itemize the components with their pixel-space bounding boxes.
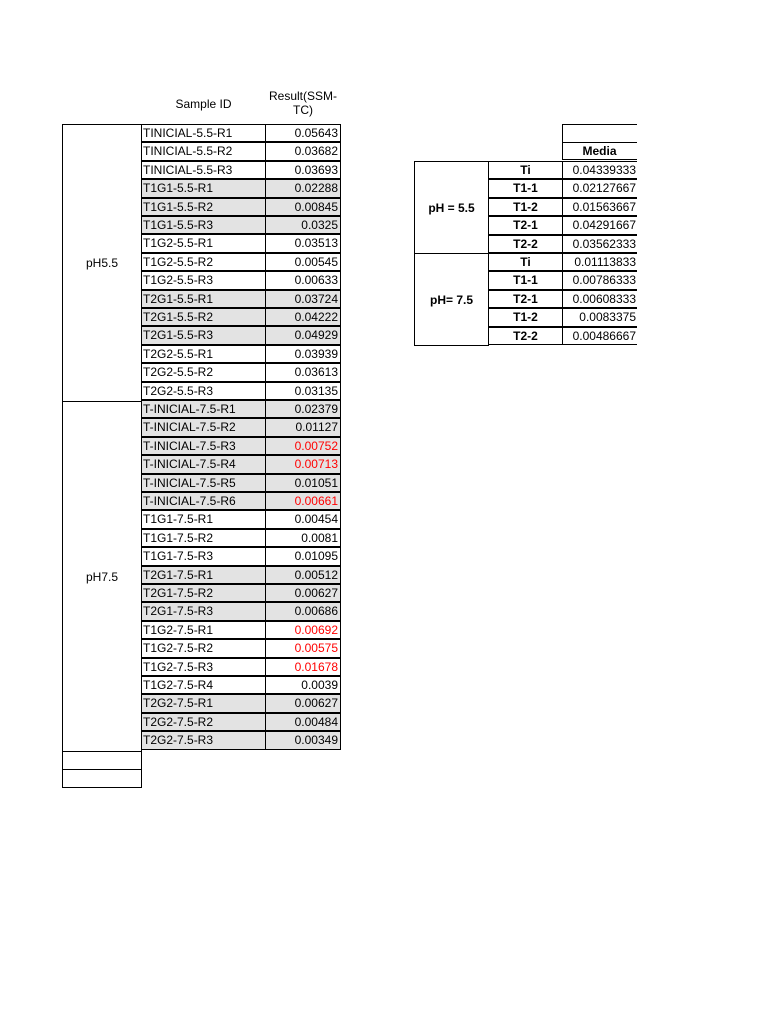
empty-cell <box>62 751 142 770</box>
result-value-cell: 0.00692 <box>265 621 341 639</box>
media-row-value: 0.0083375 <box>562 308 637 326</box>
media-row-label: T2-2 <box>488 327 563 345</box>
sample-id-cell: T2G1-7.5-R1 <box>141 566 266 584</box>
media-header: Media <box>562 142 637 160</box>
sample-id-cell: T2G1-5.5-R3 <box>141 326 266 344</box>
sample-id-cell: T1G2-7.5-R3 <box>141 658 266 676</box>
sample-id-cell: T2G1-5.5-R2 <box>141 308 266 326</box>
result-value-cell: 0.01095 <box>265 547 341 565</box>
sample-id-cell: T-INICIAL-7.5-R2 <box>141 418 266 436</box>
media-row-value: 0.00786333 <box>562 271 637 289</box>
media-row-label: T1-2 <box>488 198 563 216</box>
group-label: pH5.5 <box>85 256 119 270</box>
result-value-cell: 0.03135 <box>265 382 341 400</box>
result-value-cell: 0.02288 <box>265 179 341 197</box>
result-value-cell: 0.03613 <box>265 363 341 381</box>
media-row-value: 0.01563667 <box>562 198 637 216</box>
media-group-label: pH= 7.5 <box>429 292 474 307</box>
media-row-label: Ti <box>488 253 563 271</box>
media-row-label: T1-2 <box>488 308 563 326</box>
result-value-cell: 0.0325 <box>265 216 341 234</box>
result-value-cell: 0.0081 <box>265 529 341 547</box>
result-value-cell: 0.03513 <box>265 234 341 252</box>
result-value-cell: 0.00575 <box>265 639 341 657</box>
sample-id-cell: T1G2-5.5-R2 <box>141 253 266 271</box>
sample-id-cell: T-INICIAL-7.5-R1 <box>141 400 266 418</box>
sample-id-cell: T1G1-7.5-R2 <box>141 529 266 547</box>
result-value-cell: 0.00484 <box>265 713 341 731</box>
media-row-label: T2-2 <box>488 235 563 253</box>
result-value-cell: 0.00349 <box>265 731 341 749</box>
result-value-cell: 0.00845 <box>265 198 341 216</box>
media-row-value: 0.04339333 <box>562 161 637 179</box>
sample-id-cell: T2G1-5.5-R1 <box>141 290 266 308</box>
result-value-cell: 0.01678 <box>265 658 341 676</box>
sample-id-cell: T2G2-5.5-R3 <box>141 382 266 400</box>
result-value-cell: 0.00454 <box>265 510 341 528</box>
sample-id-cell: T1G2-5.5-R3 <box>141 271 266 289</box>
group-label: pH7.5 <box>85 569 119 584</box>
group-ph75 <box>62 401 142 752</box>
media-group-ph55 <box>414 161 489 254</box>
media-row-label: Ti <box>488 161 563 179</box>
media-row-value: 0.01113833 <box>562 253 637 271</box>
result-value-cell: 0.00752 <box>265 437 341 455</box>
media-row-value: 0.03562333 <box>562 235 637 253</box>
sample-id-cell: T1G2-7.5-R4 <box>141 676 266 694</box>
empty-cell <box>62 769 142 788</box>
sample-id-cell: T-INICIAL-7.5-R4 <box>141 455 266 473</box>
result-value-cell: 0.00633 <box>265 271 341 289</box>
sample-id-cell: T1G1-7.5-R3 <box>141 547 266 565</box>
result-header: Result(SSM- TC) <box>268 89 337 117</box>
media-row-label: T2-1 <box>488 290 563 308</box>
group-ph55 <box>62 124 142 402</box>
result-value-cell: 0.01127 <box>265 418 341 436</box>
sample-id-cell: T-INICIAL-7.5-R5 <box>141 474 266 492</box>
result-value-cell: 0.00545 <box>265 253 341 271</box>
media-group-label: pH = 5.5 <box>428 200 475 215</box>
sample-id-cell: T1G1-7.5-R1 <box>141 510 266 528</box>
result-value-cell: 0.00627 <box>265 584 341 602</box>
media-row-label: T1-1 <box>488 271 563 289</box>
result-value-cell: 0.05643 <box>265 124 341 142</box>
result-value-cell: 0.00713 <box>265 455 341 473</box>
sample-id-cell: T2G1-7.5-R3 <box>141 602 266 620</box>
sample-id-cell: T1G2-5.5-R1 <box>141 234 266 252</box>
result-value-cell: 0.04929 <box>265 326 341 344</box>
sample-id-cell: TINICIAL-5.5-R2 <box>141 142 266 160</box>
media-top-cell <box>562 124 637 142</box>
media-group-ph75 <box>414 253 489 346</box>
result-value-cell: 0.00661 <box>265 492 341 510</box>
result-value-cell: 0.03693 <box>265 161 341 179</box>
sample-id-cell: T2G1-7.5-R2 <box>141 584 266 602</box>
result-value-cell: 0.02379 <box>265 400 341 418</box>
result-value-cell: 0.03939 <box>265 345 341 363</box>
sample-id-cell: T2G2-7.5-R3 <box>141 731 266 749</box>
media-row-label: T2-1 <box>488 216 563 234</box>
sample-id-cell: T1G1-5.5-R1 <box>141 179 266 197</box>
sample-id-cell: T1G2-7.5-R1 <box>141 621 266 639</box>
result-value-cell: 0.04222 <box>265 308 341 326</box>
sample-id-cell: T2G2-7.5-R1 <box>141 694 266 712</box>
result-value-cell: 0.00512 <box>265 566 341 584</box>
sample-id-cell: TINICIAL-5.5-R1 <box>141 124 266 142</box>
sample-id-cell: TINICIAL-5.5-R3 <box>141 161 266 179</box>
sample-id-cell: T2G2-5.5-R2 <box>141 363 266 381</box>
media-row-value: 0.04291667 <box>562 216 637 234</box>
media-row-value: 0.02127667 <box>562 179 637 197</box>
media-row-value: 0.00608333 <box>562 290 637 308</box>
result-value-cell: 0.01051 <box>265 474 341 492</box>
sample-id-cell: T2G2-5.5-R1 <box>141 345 266 363</box>
media-row-value: 0.00486667 <box>562 327 637 345</box>
sample-id-header: Sample ID <box>175 97 232 111</box>
result-value-cell: 0.03724 <box>265 290 341 308</box>
result-value-cell: 0.00686 <box>265 602 341 620</box>
result-value-cell: 0.00627 <box>265 694 341 712</box>
sample-id-cell: T-INICIAL-7.5-R3 <box>141 437 266 455</box>
media-row-label: T1-1 <box>488 179 563 197</box>
result-value-cell: 0.0039 <box>265 676 341 694</box>
sample-id-cell: T1G1-5.5-R2 <box>141 198 266 216</box>
result-value-cell: 0.03682 <box>265 142 341 160</box>
sample-id-cell: T-INICIAL-7.5-R6 <box>141 492 266 510</box>
sample-id-cell: T1G1-5.5-R3 <box>141 216 266 234</box>
sample-id-cell: T2G2-7.5-R2 <box>141 713 266 731</box>
sample-id-cell: T1G2-7.5-R2 <box>141 639 266 657</box>
